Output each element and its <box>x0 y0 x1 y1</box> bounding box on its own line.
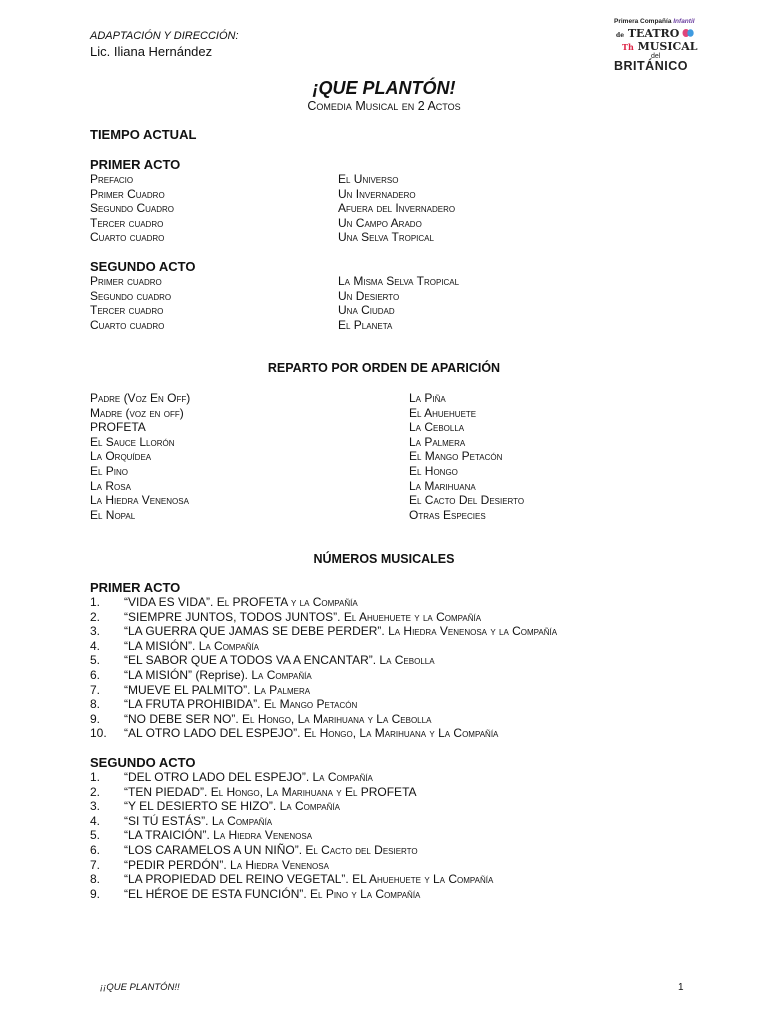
song-number: 8. <box>90 872 101 887</box>
logo-text-1a: Primera Compañía <box>614 18 672 25</box>
song-performers: La Cebolla <box>379 653 435 668</box>
scene-place: Un Campo Arado <box>338 215 422 230</box>
theatre-mask-icon <box>682 28 694 38</box>
song-performers: El PROFETA y la Compañía <box>216 595 358 609</box>
cast-member: Madre (voz en off) <box>90 405 184 420</box>
numbers-act-2-list <box>90 770 493 901</box>
song-title: “LA GUERRA QUE JAMAS SE DEBE PERDER”. <box>124 624 385 639</box>
song-number: 7. <box>90 682 101 697</box>
song-title: “SIEMPRE JUNTOS, TODOS JUNTOS”. <box>124 609 341 624</box>
cast-member: Otras Especies <box>409 507 486 522</box>
song-number: 5. <box>90 828 101 843</box>
logo-text-3b: MUSICAL <box>637 40 698 53</box>
song-title: “LA PROPIEDAD DEL REINO VEGETAL”. <box>124 872 349 887</box>
song-performers: La Palmera <box>253 682 311 697</box>
song-number: 3. <box>90 799 101 814</box>
cast-member: La Rosa <box>90 478 131 493</box>
song-item <box>90 610 557 625</box>
song-performers: La Compañía <box>251 667 312 682</box>
scene-label: Primer Cuadro <box>90 186 165 201</box>
song-title: “TEN PIEDAD”. <box>124 784 208 799</box>
footer-title: ¡¡QUE PLANTÓN!! <box>100 982 180 993</box>
scene-place: Una Selva Tropical <box>338 230 434 245</box>
song-number: 9. <box>90 711 101 726</box>
act-2-heading: SEGUNDO ACTO <box>90 259 196 274</box>
song-item <box>90 668 557 683</box>
scene-place: Un Desierto <box>338 288 400 303</box>
scene-label: Prefacio <box>90 172 134 186</box>
song-performers: La Compañía <box>198 638 259 653</box>
act-2-scenes <box>90 274 171 332</box>
cast-member: El Pino <box>90 463 129 478</box>
scene-label: Tercer cuadro <box>90 303 164 318</box>
song-performers: La Hiedra Venenosa <box>230 857 329 872</box>
page-number: 1 <box>678 982 684 993</box>
song-item <box>90 712 557 727</box>
logo-text-4: del <box>651 53 661 60</box>
song-performers: La Hiedra Venenosa <box>213 828 313 843</box>
song-number: 5. <box>90 653 101 668</box>
cast-right-column <box>409 391 524 522</box>
time-heading: TIEMPO ACTUAL <box>90 127 197 142</box>
song-number: 10. <box>90 726 107 741</box>
song-number: 2. <box>90 609 101 624</box>
song-item <box>90 872 493 887</box>
song-performers: EL Ahuehuete y La Compañía <box>352 872 494 887</box>
scene-label: Tercer cuadro <box>90 215 164 230</box>
cast-member: El Ahuehuete <box>409 405 477 420</box>
song-number: 6. <box>90 842 101 857</box>
song-title: “LA TRAICIÓN”. <box>124 828 210 843</box>
song-item <box>90 624 557 639</box>
song-title: “VIDA ES VIDA”. <box>124 595 214 609</box>
song-performers: La Hiedra Venenosa y la Compañía <box>388 624 558 639</box>
song-performers: El Ahuehuete y la Compañía <box>343 609 482 624</box>
credits-name: Lic. Iliana Hernández <box>90 44 213 59</box>
song-item <box>90 595 557 610</box>
numbers-act-1-list <box>90 595 557 741</box>
numbers-act-2-heading: SEGUNDO ACTO <box>90 755 196 770</box>
cast-member: PROFETA <box>90 420 146 435</box>
song-performers: La Compañía <box>312 770 373 784</box>
song-number: 4. <box>90 638 101 653</box>
song-title: “EL SABOR QUE A TODOS VA A ENCANTAR”. <box>124 653 377 668</box>
cast-left-column <box>90 391 190 522</box>
song-item <box>90 785 493 800</box>
song-title: “LOS CARAMELOS A UN NIÑO”. <box>124 842 303 857</box>
song-title: “SI TÚ ESTÁS”. <box>124 813 209 828</box>
cast-member: El Nopal <box>90 507 136 522</box>
song-item <box>90 726 557 741</box>
scene-place: El Universo <box>338 172 399 186</box>
song-title: “NO DEBE SER NO”. <box>124 711 239 726</box>
cast-member: El Hongo <box>409 463 458 478</box>
cast-member: El Mango Petacón <box>409 449 503 464</box>
scene-place: Afuera del Invernadero <box>338 201 456 216</box>
song-number: 2. <box>90 784 101 799</box>
song-item <box>90 814 493 829</box>
song-number: 9. <box>90 886 101 901</box>
song-title: “LA FRUTA PROHIBIDA”. <box>124 697 261 712</box>
scene-label: Cuarto cuadro <box>90 317 165 332</box>
song-title: “DEL OTRO LADO DEL ESPEJO”. <box>124 770 310 784</box>
logo-text-3a: Th <box>622 42 634 52</box>
cast-heading: REPARTO POR ORDEN DE APARICIÓN <box>267 361 501 375</box>
song-number: 8. <box>90 697 101 712</box>
song-performers: El Hongo, La Marihuana y El PROFETA <box>210 784 417 799</box>
song-performers: La Compañía <box>211 813 273 828</box>
act-2-places <box>338 274 459 332</box>
logo-text-1b: Infantil <box>673 18 695 25</box>
act-1-places <box>338 172 455 245</box>
logo-text-5: BRITÁNICO <box>614 59 688 73</box>
song-item <box>90 697 557 712</box>
document-title: ¡QUE PLANTÓN! <box>312 78 456 98</box>
song-title: “LA MISIÓN”. <box>124 638 196 653</box>
song-item <box>90 653 557 668</box>
song-performers: El Hongo, La Marihuana y La Cebolla <box>242 711 432 726</box>
song-performers: El Cacto del Desierto <box>305 842 418 857</box>
numbers-act-1-heading: PRIMER ACTO <box>90 580 181 595</box>
song-item <box>90 843 493 858</box>
song-performers: El Hongo, La Marihuana y La Compañía <box>303 726 499 741</box>
song-title: “MUEVE EL PALMITO”. <box>124 682 251 697</box>
song-item <box>90 799 493 814</box>
scene-place: Una Ciudad <box>338 303 395 318</box>
cast-member: La Cebolla <box>409 420 465 435</box>
cast-member: La Marihuana <box>409 478 476 493</box>
song-title: “AL OTRO LADO DEL ESPEJO”. <box>124 726 301 741</box>
song-item <box>90 828 493 843</box>
cast-member: El Cacto Del Desierto <box>409 493 525 508</box>
scene-label: Segundo Cuadro <box>90 201 175 216</box>
cast-member: La Palmera <box>409 434 466 449</box>
song-item <box>90 887 493 902</box>
company-logo <box>606 16 702 76</box>
song-number: 1. <box>90 770 101 784</box>
song-title: “LA MISIÓN” (Reprise). <box>124 667 249 682</box>
cast-member: La Piña <box>409 391 446 405</box>
logo-text-2a: de <box>616 32 625 39</box>
scene-place: La Misma Selva Tropical <box>338 274 460 288</box>
song-number: 3. <box>90 624 101 639</box>
scene-label: Primer cuadro <box>90 274 162 288</box>
song-item <box>90 770 493 785</box>
song-item <box>90 858 493 873</box>
song-performers: El Mango Petacón <box>263 697 358 712</box>
song-title: “EL HÉROE DE ESTA FUNCIÓN”. <box>124 886 307 901</box>
act-1-heading: PRIMER ACTO <box>90 157 181 172</box>
cast-member: Padre (Voz En Off) <box>90 391 191 405</box>
credits-label: ADAPTACIÓN Y DIRECCIÓN: <box>90 30 239 42</box>
cast-member: El Sauce Llorón <box>90 434 175 449</box>
song-title: “Y EL DESIERTO SE HIZO”. <box>124 799 277 814</box>
song-number: 4. <box>90 813 101 828</box>
song-performers: El Pino y La Compañía <box>310 886 421 901</box>
song-number: 7. <box>90 857 101 872</box>
song-item <box>90 683 557 698</box>
scene-label: Cuarto cuadro <box>90 230 165 245</box>
act-1-scenes <box>90 172 174 245</box>
numbers-heading: NÚMEROS MUSICALES <box>313 552 455 566</box>
song-number: 6. <box>90 667 101 682</box>
cast-member: La Hiedra Venenosa <box>90 493 189 508</box>
song-title: “PEDIR PERDÓN”. <box>124 857 227 872</box>
scene-label: Segundo cuadro <box>90 288 172 303</box>
document-subtitle: Comedia Musical en 2 Actos <box>307 99 461 113</box>
song-performers: La Compañía <box>279 799 340 814</box>
scene-place: Un Invernadero <box>338 186 416 201</box>
song-item <box>90 639 557 654</box>
song-number: 1. <box>90 595 101 609</box>
cast-member: La Orquídea <box>90 449 152 464</box>
logo-text-2b: TEATRO <box>627 27 680 40</box>
scene-place: El Planeta <box>338 317 393 332</box>
